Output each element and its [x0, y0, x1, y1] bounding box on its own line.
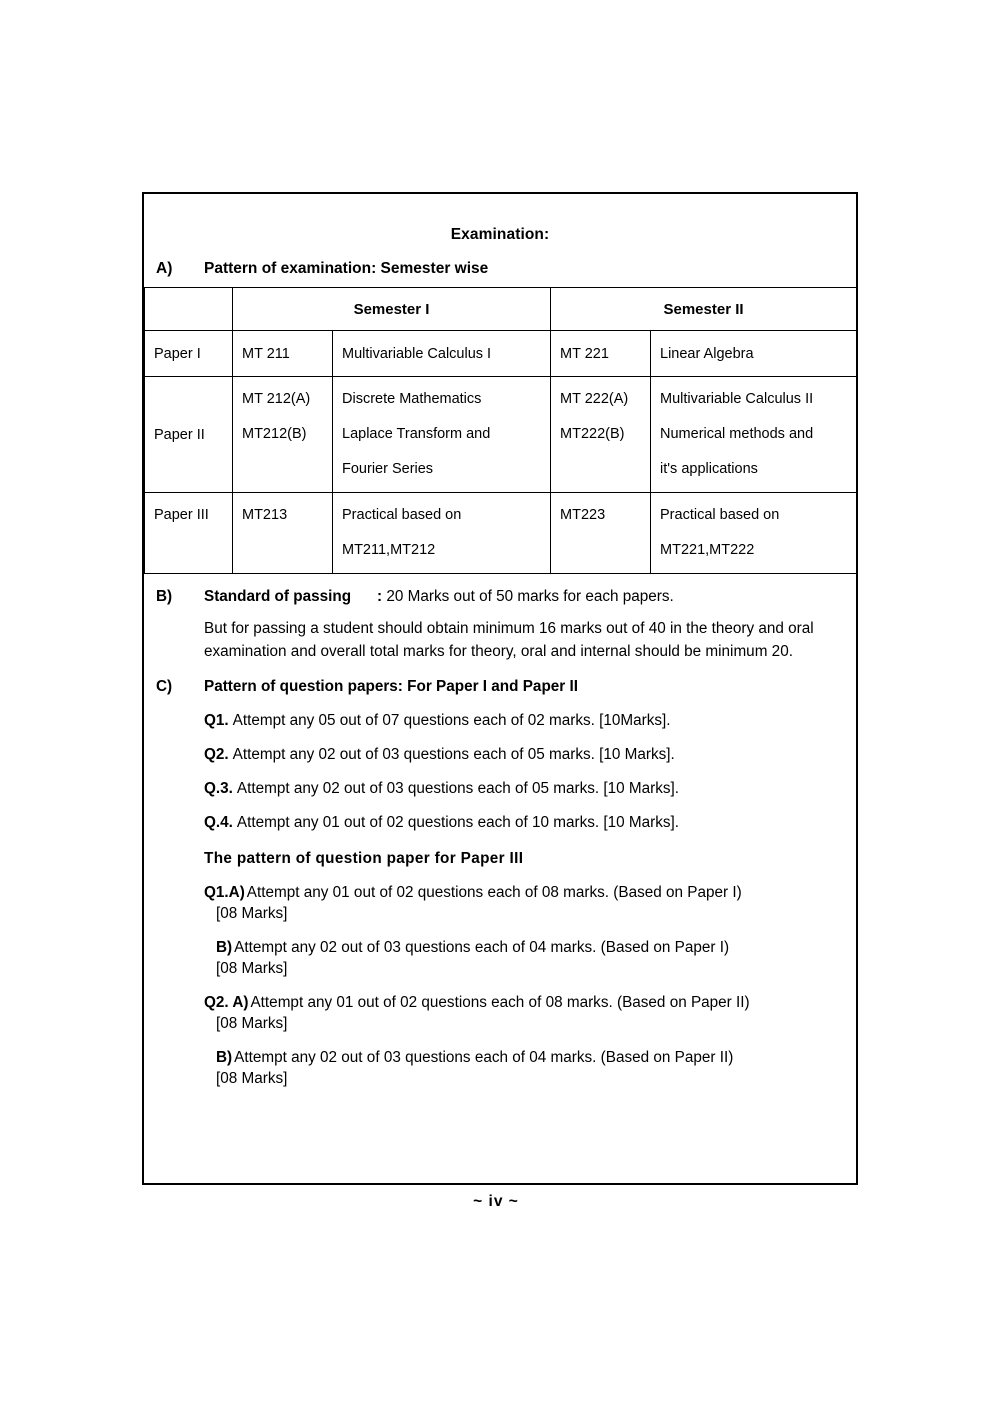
section-b-paragraph: But for passing a student should obtain minimum 16 marks out of 40 in the theory and oral examination and overall total marks for theory, oral and internal should be minimum 20. — [204, 620, 814, 661]
paper3-question-2-marks: [08 Marks] — [216, 959, 288, 977]
section-b-line — [204, 588, 842, 606]
section-c-heading-row — [156, 678, 842, 696]
sem1-title-b: MT211,MT212 — [342, 542, 436, 558]
paper3-question-text: Attempt any 01 out of 02 questions each of 08 marks. (Based on Paper II) — [250, 993, 750, 1011]
paper3-question-3 — [204, 994, 842, 1012]
paper-label-cell — [145, 331, 233, 377]
question-label: Q.3. — [204, 779, 233, 797]
sem2-title: Linear Algebra — [660, 345, 754, 362]
paper3-question-label: B) — [216, 1048, 233, 1066]
prose-sections — [144, 588, 856, 1088]
semester-2-header: Semester II — [551, 288, 857, 331]
section-a-title: Pattern of examination: Semester wise — [204, 260, 489, 277]
table-row-paper-3 — [145, 493, 857, 574]
sem1-code: MT213 — [242, 507, 288, 523]
sem2-title-b: Numerical methods and — [660, 426, 814, 442]
sem1-title-a: Discrete Mathematics — [342, 391, 482, 407]
sem2-title-a: Multivariable Calculus II — [660, 391, 814, 407]
paper3-question-label: Q2. A) — [204, 993, 249, 1011]
corner-header-cell — [145, 288, 233, 331]
paper-label: Paper III — [154, 507, 209, 523]
question-text: Attempt any 01 out of 02 questions each of 10 marks. [10 Marks]. — [236, 813, 680, 831]
paper3-question-1-marks: [08 Marks] — [216, 904, 288, 922]
sem2-code-cell — [551, 377, 651, 493]
sem1-title-c: Fourier Series — [342, 461, 434, 477]
section-b-lead-text: 20 Marks out of 50 marks for each papers. — [382, 588, 674, 605]
section-a-heading — [144, 244, 856, 287]
paper3-question-3-marks: [08 Marks] — [216, 1014, 288, 1032]
sem2-code-a: MT 222(A) — [560, 391, 629, 407]
sem1-title: Multivariable Calculus I — [342, 345, 492, 362]
sem1-code: MT 211 — [242, 345, 290, 362]
question-label: Q2. — [204, 745, 229, 763]
sem2-title-cell — [651, 377, 857, 493]
paper3-question-text: Attempt any 02 out of 03 questions each of 04 marks. (Based on Paper II) — [234, 1048, 734, 1066]
paper3-question-label: Q1.A) — [204, 883, 245, 901]
question-label: Q.4. — [204, 813, 233, 831]
page-footer: ~ iv ~ — [473, 1193, 519, 1210]
section-b-label: Standard of passing — [204, 588, 352, 605]
question-text: Attempt any 05 out of 07 questions each of 02 marks. [10Marks]. — [232, 711, 671, 729]
examination-pattern-table — [144, 287, 857, 574]
question-text: Attempt any 02 out of 03 questions each of 05 marks. [10 Marks]. — [236, 779, 680, 797]
section-b-marker: B) — [156, 588, 173, 605]
paper3-question-4 — [216, 1049, 842, 1067]
sem1-code-cell — [233, 331, 333, 377]
question-label: Q1. — [204, 711, 229, 729]
sem2-code-cell — [551, 493, 651, 574]
sem2-title-cell — [651, 493, 857, 574]
paper3-question-1 — [204, 884, 842, 902]
sem2-title-a: Practical based on — [660, 507, 780, 523]
table-row-paper-2 — [145, 377, 857, 493]
question-item-2 — [204, 746, 842, 764]
sem2-code-cell — [551, 331, 651, 377]
paper3-question-4-marks: [08 Marks] — [216, 1069, 288, 1087]
sem2-title-c: it's applications — [660, 461, 758, 477]
sem1-code-cell — [233, 377, 333, 493]
table-header-row — [145, 288, 857, 331]
sem1-code-cell — [233, 493, 333, 574]
sem1-title-cell — [333, 331, 551, 377]
sem1-title-a: Practical based on — [342, 507, 462, 523]
content-frame — [142, 192, 858, 1185]
section-a-marker: A) — [156, 260, 173, 277]
table-row-paper-1 — [145, 331, 857, 377]
sem1-code-a: MT 212(A) — [242, 391, 311, 407]
paper3-question-2 — [216, 939, 842, 957]
sem2-code-b: MT222(B) — [560, 426, 625, 442]
question-item-1 — [204, 712, 842, 730]
section-b-colon: : — [377, 588, 383, 605]
sem2-code: MT 221 — [560, 345, 609, 362]
paper-label: Paper II — [154, 426, 205, 443]
section-c-title: Pattern of question papers: For Paper I and Paper II — [204, 677, 578, 695]
paper-label-cell — [145, 493, 233, 574]
sem2-title-cell — [651, 331, 857, 377]
question-item-3 — [204, 780, 842, 798]
page-title: Examination: — [450, 226, 550, 243]
section-b-heading-row — [156, 588, 842, 606]
paper-3-pattern-heading: The pattern of question paper for Paper III — [204, 849, 524, 867]
question-item-4 — [204, 814, 842, 832]
section-c-marker: C) — [156, 677, 173, 695]
paper3-question-text: Attempt any 01 out of 02 questions each of 08 marks. (Based on Paper I) — [246, 883, 742, 901]
question-text: Attempt any 02 out of 03 questions each of 05 marks. [10 Marks]. — [232, 745, 675, 763]
sem1-code-b: MT212(B) — [242, 426, 307, 442]
sem2-code: MT223 — [560, 507, 606, 523]
sem2-title-b: MT221,MT222 — [660, 542, 755, 558]
paper-label: Paper I — [154, 345, 201, 362]
sem1-title-b: Laplace Transform and — [342, 426, 491, 442]
semester-1-header: Semester I — [233, 288, 551, 331]
paper-label-cell — [145, 377, 233, 493]
paper3-question-label: B) — [216, 938, 233, 956]
sem1-title-cell — [333, 493, 551, 574]
paper3-question-text: Attempt any 02 out of 03 questions each of 04 marks. (Based on Paper I) — [234, 938, 730, 956]
sem1-title-cell — [333, 377, 551, 493]
